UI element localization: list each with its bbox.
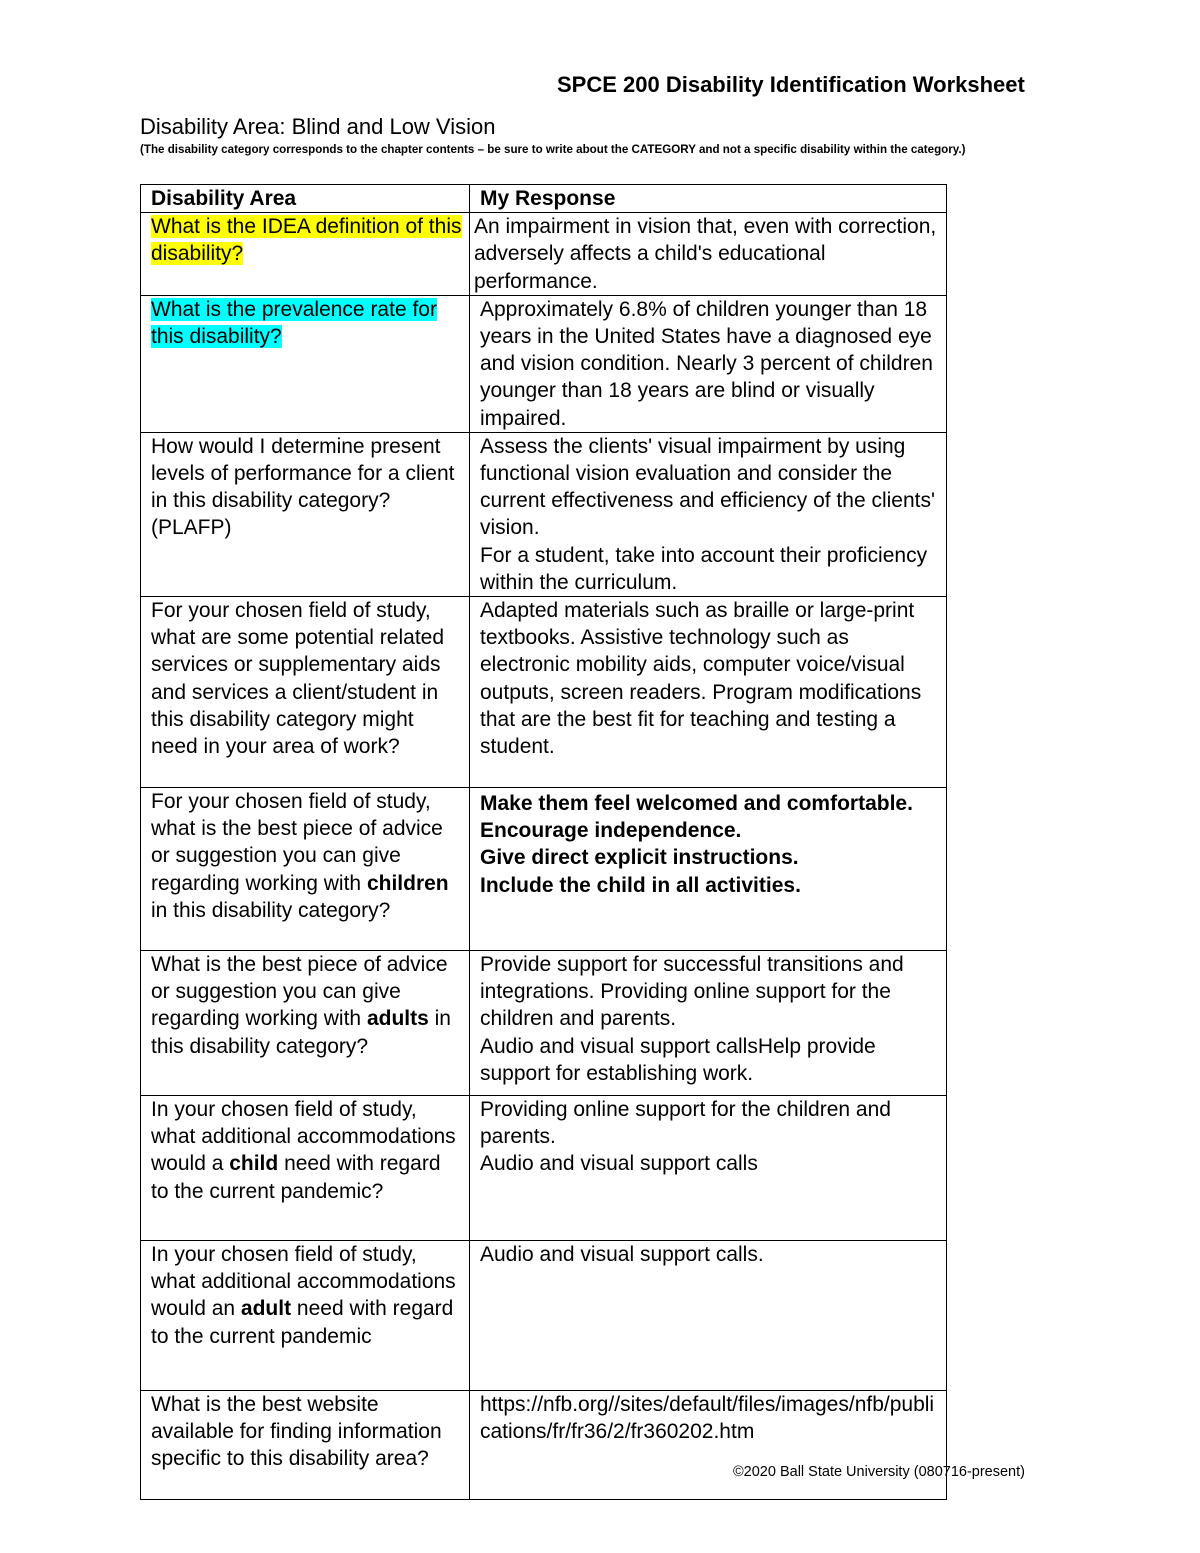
worksheet-title: SPCE 200 Disability Identification Worksheet bbox=[557, 72, 1025, 97]
question-text-pre: For your chosen field of study, what is the best piece of advice or suggestion you can give regarding working with bbox=[151, 790, 443, 895]
response-text: Approximately 6.8% of children younger than 18 years in the United States have a diagnosed eye and vision condition. Nearly 3 percent of children younger than 18 years are blind or visually impaired. bbox=[480, 297, 933, 430]
response-cell bbox=[470, 788, 947, 951]
table-row bbox=[141, 1391, 947, 1500]
response-text: An impairment in vision that, even with correction, adversely affects a child's educational performance. bbox=[474, 215, 937, 293]
question-keyword: child bbox=[229, 1152, 279, 1176]
response-text: Provide support for successful transitions and integrations. Providing online support for the children and parents. bbox=[480, 953, 904, 1031]
related-services-question: For your chosen field of study, what are some potential related services or supplementary aids and services a client/student in this disability category might need in your area of work? bbox=[151, 599, 445, 759]
website-question: What is the best website available for finding information specific to this disability area? bbox=[151, 1393, 442, 1471]
question-text-pre: In your chosen field of study, what additional accommodations would an bbox=[151, 1243, 456, 1321]
response-text: Providing online support for the children and parents. bbox=[480, 1098, 891, 1149]
table-header-row bbox=[141, 185, 947, 213]
question-text-post: in this disability category? bbox=[151, 898, 391, 922]
table-row bbox=[141, 295, 947, 432]
response-cell bbox=[470, 1391, 947, 1500]
table-row bbox=[141, 1096, 947, 1241]
response-cell bbox=[470, 295, 947, 432]
response-cell bbox=[470, 1096, 947, 1241]
response-text: Audio and visual support calls bbox=[480, 1152, 758, 1176]
response-cell bbox=[470, 951, 947, 1096]
response-cell bbox=[470, 213, 947, 296]
category-note: (The disability category corresponds to the chapter contents – be sure to write about the CATEGORY and not a specific disability within the category.) bbox=[140, 143, 966, 156]
disability-area-heading: Disability Area: Blind and Low Vision bbox=[140, 114, 496, 139]
prevalence-question: What is the prevalence rate for this disability? bbox=[151, 297, 437, 349]
table-row bbox=[141, 597, 947, 788]
response-text: Assess the clients' visual impairment by using functional vision evaluation and consider the current effectiveness and efficiency of the clients' vision. bbox=[480, 434, 935, 540]
question-text-pre: What is the best piece of advice or suggestion you can give regarding working with bbox=[151, 953, 448, 1031]
column-header-my-response: My Response bbox=[470, 185, 947, 213]
table-row bbox=[141, 1241, 947, 1391]
response-text: Give direct explicit instructions. bbox=[480, 846, 799, 870]
response-text: Include the child in all activities. bbox=[480, 873, 801, 897]
response-cell bbox=[470, 597, 947, 788]
table-row bbox=[141, 213, 947, 296]
question-text-pre: In your chosen field of study, what additional accommodations would a bbox=[151, 1098, 456, 1176]
website-link[interactable]: https://nfb.org//sites/default/files/images/nfb/publications/fr/fr36/2/fr360202.htm bbox=[480, 1393, 935, 1444]
question-cell bbox=[141, 1241, 470, 1391]
column-header-disability-area: Disability Area bbox=[141, 185, 470, 213]
question-cell bbox=[141, 213, 470, 296]
response-cell bbox=[470, 432, 947, 596]
table-row bbox=[141, 432, 947, 596]
question-cell bbox=[141, 1391, 470, 1500]
question-cell bbox=[141, 432, 470, 596]
copyright-footer: ©2020 Ball State University (080716-present) bbox=[733, 1464, 1025, 1480]
table-row bbox=[141, 951, 947, 1096]
worksheet-table bbox=[140, 184, 947, 1500]
plafp-question: How would I determine present levels of performance for a client in this disability category? (PLAFP) bbox=[151, 434, 455, 540]
question-text-post: in this disability category? bbox=[151, 1007, 451, 1058]
question-cell bbox=[141, 1096, 470, 1241]
question-cell bbox=[141, 951, 470, 1096]
question-cell bbox=[141, 788, 470, 951]
response-cell bbox=[470, 1241, 947, 1391]
idea-definition-question: What is the IDEA definition of this disability? bbox=[151, 215, 462, 266]
question-text-post: need with regard to the current pandemic? bbox=[151, 1152, 441, 1203]
question-keyword: adults bbox=[366, 1007, 429, 1031]
question-cell bbox=[141, 597, 470, 788]
table-row bbox=[141, 788, 947, 951]
response-text: Adapted materials such as braille or large-print textbooks. Assistive technology such as electronic mobility aids, computer voice/visual outputs, screen readers. Program modifications that are the best fit for teaching and testing a student. bbox=[480, 599, 922, 759]
question-text-post: need with regard to the current pandemic bbox=[151, 1297, 454, 1348]
question-cell bbox=[141, 295, 470, 432]
response-text: Audio and visual support calls. bbox=[480, 1243, 764, 1267]
response-text: For a student, take into account their proficiency within the curriculum. bbox=[480, 543, 928, 594]
question-keyword: children bbox=[366, 871, 449, 895]
response-text: Audio and visual support callsHelp provide support for establishing work. bbox=[480, 1034, 876, 1085]
question-keyword: adult bbox=[240, 1297, 292, 1321]
response-text: Make them feel welcomed and comfortable. Encourage independence. bbox=[480, 792, 913, 843]
